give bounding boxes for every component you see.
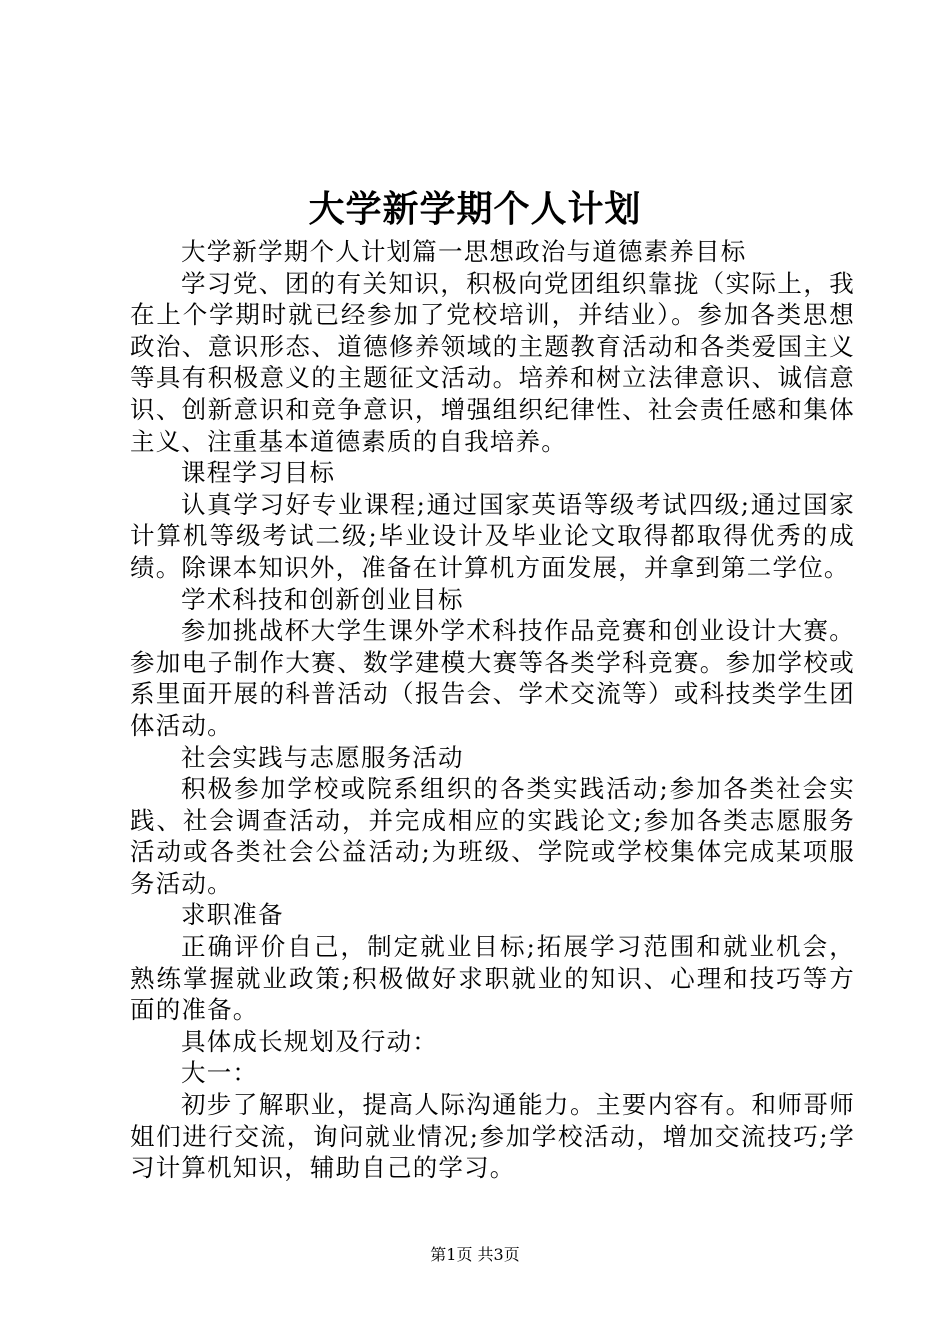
paragraph: 正确评价自己，制定就业目标;拓展学习范围和就业机会，熟练掌握就业政策;积极做好求职就业的知识、心理和技巧等方面的准备。 xyxy=(130,932,855,1025)
section-heading: 学术科技和创新创业目标 xyxy=(181,584,464,614)
section-heading: 大一： xyxy=(181,1058,259,1088)
section-heading: 求职准备 xyxy=(181,900,284,930)
document-title: 大学新学期个人计划 xyxy=(308,188,642,230)
section-heading: 课程学习目标 xyxy=(181,458,336,488)
page-number: 第1页 共3页 xyxy=(430,1245,520,1264)
section-heading: 社会实践与志愿服务活动 xyxy=(181,742,464,772)
document-body xyxy=(130,236,855,1184)
paragraph: 大学新学期个人计划篇一思想政治与道德素养目标 xyxy=(181,237,747,266)
paragraph: 认真学习好专业课程;通过国家英语等级考试四级;通过国家计算机等级考试二级;毕业设计及毕业论文取得都取得优秀的成绩。除课本知识外，准备在计算机方面发展，并拿到第二学位。 xyxy=(130,489,855,582)
paragraph: 积极参加学校或院系组织的各类实践活动;参加各类社会实践、社会调查活动，并完成相应的实践论文;参加各类志愿服务活动或各类社会公益活动;为班级、学院或学校集体完成某项服务活动。 xyxy=(130,774,855,898)
section-heading: 具体成长规划及行动： xyxy=(181,1026,438,1056)
paragraph: 参加挑战杯大学生课外学术科技作品竞赛和创业设计大赛。参加电子制作大赛、数学建模大赛等各类学科竞赛。参加学校或系里面开展的科普活动（报告会、学术交流等）或科技类学生团体活动。 xyxy=(130,616,855,740)
paragraph: 学习党、团的有关知识，积极向党团组织靠拢（实际上，我在上个学期时就已经参加了党校培训，并结业）。参加各类思想政治、意识形态、道德修养领域的主题教育活动和各类爱国主义等具有积极意义的主题征文活动。培养和树立法律意识、诚信意识、创新意识和竞争意识，增强组织纪律性、社会责任感和集体主义、注重基本道德素质的自我培养。 xyxy=(130,268,855,456)
paragraph: 初步了解职业，提高人际沟通能力。主要内容有。和师哥师姐们进行交流，询问就业情况;参加学校活动，增加交流技巧;学习计算机知识，辅助自己的学习。 xyxy=(130,1090,855,1183)
